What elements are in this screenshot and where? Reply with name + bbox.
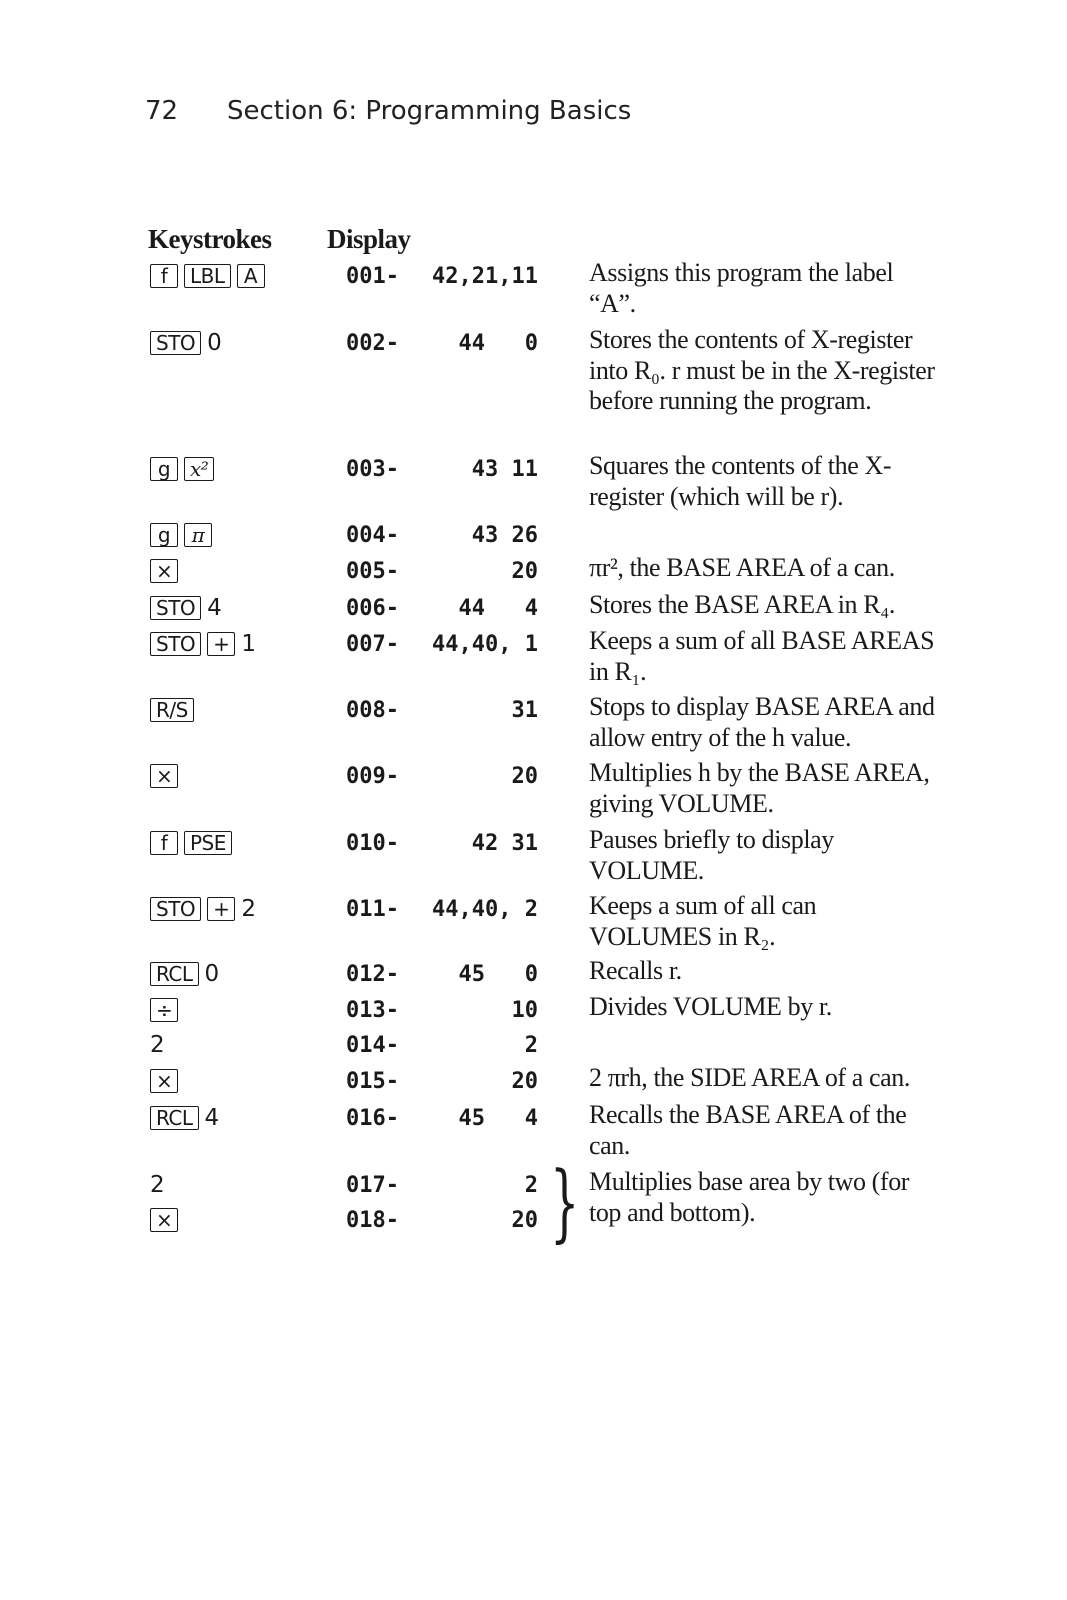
key-code: 45 0 xyxy=(458,961,538,987)
keystrokes xyxy=(150,1171,165,1199)
display-code xyxy=(346,1067,538,1095)
step-number: 004- xyxy=(346,522,399,548)
calculator-key: STO xyxy=(150,632,201,656)
calculator-key: f xyxy=(150,264,178,288)
description: Stores the contents of X-register into R₀. r must be in the X-register before running the program. xyxy=(589,325,935,415)
step-number: 009- xyxy=(346,763,399,789)
keystrokes xyxy=(150,696,194,724)
key-code: 2 xyxy=(524,1032,538,1058)
step-number: 016- xyxy=(346,1105,399,1131)
calculator-key: PSE xyxy=(184,831,232,855)
column-header-display: Display xyxy=(327,224,411,254)
step-number: 018- xyxy=(346,1207,399,1233)
display-code xyxy=(346,1171,538,1199)
calculator-key: RCL xyxy=(150,1106,199,1130)
step-number: 001- xyxy=(346,263,399,289)
calculator-key: + xyxy=(207,897,235,921)
keystrokes xyxy=(150,557,178,585)
description: Pauses briefly to display VOLUME. xyxy=(589,825,834,885)
key-code: 42 31 xyxy=(471,830,538,856)
display-code xyxy=(346,895,538,923)
section-title: Section 6: Programming Basics xyxy=(227,96,632,126)
description: Recalls the BASE AREA of the can. xyxy=(589,1100,907,1160)
keystrokes xyxy=(150,455,214,483)
step-number: 012- xyxy=(346,961,399,987)
key-code: 2 xyxy=(524,1172,538,1198)
keystrokes xyxy=(150,762,178,790)
display-code xyxy=(346,996,538,1024)
keystroke-digit: 0 xyxy=(204,961,220,987)
description: Keeps a sum of all can VOLUMES in R₂. xyxy=(589,891,817,951)
description: Multiplies base area by two (for top and bottom). xyxy=(589,1167,910,1227)
keystrokes xyxy=(150,1206,178,1234)
calculator-key: LBL xyxy=(184,264,231,288)
display-code xyxy=(346,1206,538,1234)
keystrokes xyxy=(150,829,232,857)
description: Keeps a sum of all BASE AREAS in R₁. xyxy=(589,626,935,686)
page-number: 72 xyxy=(145,96,179,126)
step-number: 014- xyxy=(346,1032,399,1058)
calculator-key: × xyxy=(150,1069,178,1093)
keystroke-digit: 4 xyxy=(204,1105,220,1131)
key-code: 44,40, 1 xyxy=(432,631,538,657)
calculator-key: + xyxy=(207,632,235,656)
calculator-key: x² xyxy=(184,457,214,481)
keystroke-digit: 2 xyxy=(150,1032,165,1058)
keystroke-digit: 1 xyxy=(241,631,257,657)
display-code xyxy=(346,262,538,290)
keystrokes xyxy=(150,594,222,622)
step-number: 005- xyxy=(346,558,399,584)
key-code: 44,40, 2 xyxy=(432,896,538,922)
display-code xyxy=(346,521,538,549)
key-code: 44 4 xyxy=(458,595,538,621)
calculator-key: f xyxy=(150,831,178,855)
step-number: 007- xyxy=(346,631,399,657)
calculator-key: RCL xyxy=(150,962,199,986)
description: Stops to display BASE AREA and allow entry of the h value. xyxy=(589,692,935,752)
description: Squares the contents of the X-register (which will be r). xyxy=(589,451,892,511)
display-code xyxy=(346,762,538,790)
keystroke-digit: 2 xyxy=(150,1172,165,1198)
description: Multiplies h by the BASE AREA, giving VOLUME. xyxy=(589,758,930,818)
keystrokes xyxy=(150,895,256,923)
key-code: 42,21,11 xyxy=(432,263,538,289)
step-number: 011- xyxy=(346,896,399,922)
display-code xyxy=(346,960,538,988)
keystrokes xyxy=(150,1104,219,1132)
column-header-keystrokes: Keystrokes xyxy=(148,224,272,254)
calculator-key: STO xyxy=(150,596,201,620)
key-code: 43 26 xyxy=(471,522,538,548)
display-code xyxy=(346,1031,538,1059)
step-number: 017- xyxy=(346,1172,399,1198)
calculator-key: ÷ xyxy=(150,998,178,1022)
step-number: 015- xyxy=(346,1068,399,1094)
page-header xyxy=(145,96,631,126)
keystroke-digit: 4 xyxy=(207,595,222,621)
calculator-key: × xyxy=(150,559,178,583)
step-number: 002- xyxy=(346,330,399,356)
display-code xyxy=(346,557,538,585)
display-code xyxy=(346,455,538,483)
step-number: 013- xyxy=(346,997,399,1023)
keystroke-digit: 0 xyxy=(207,330,222,356)
keystrokes xyxy=(150,1067,178,1095)
key-code: 10 xyxy=(511,997,538,1023)
calculator-key: STO xyxy=(150,897,201,921)
calculator-key: × xyxy=(150,764,178,788)
key-code: 20 xyxy=(511,763,538,789)
calculator-key: g xyxy=(150,523,178,547)
key-code: 43 11 xyxy=(471,456,538,482)
display-code xyxy=(346,1104,538,1132)
display-code xyxy=(346,329,538,357)
display-code xyxy=(346,829,538,857)
key-code: 20 xyxy=(511,1207,538,1233)
key-code: 20 xyxy=(511,558,538,584)
keystrokes xyxy=(150,329,222,357)
step-number: 003- xyxy=(346,456,399,482)
calculator-key: A xyxy=(237,264,265,288)
calculator-key: STO xyxy=(150,331,201,355)
description: Divides VOLUME by r. xyxy=(589,992,832,1021)
calculator-key: × xyxy=(150,1208,178,1232)
description: Assigns this program the label “A”. xyxy=(589,258,894,318)
key-code: 45 4 xyxy=(458,1105,538,1131)
keystrokes xyxy=(150,262,265,290)
key-code: 20 xyxy=(511,1068,538,1094)
calculator-key: g xyxy=(150,457,178,481)
description: Stores the BASE AREA in R₄. xyxy=(589,590,895,619)
display-code xyxy=(346,696,538,724)
step-number: 006- xyxy=(346,595,399,621)
calculator-key: R/S xyxy=(150,698,194,722)
key-code: 44 0 xyxy=(458,330,538,356)
step-number: 010- xyxy=(346,830,399,856)
key-code: 31 xyxy=(511,697,538,723)
description: Recalls r. xyxy=(589,956,682,985)
calculator-key: π xyxy=(184,523,212,547)
display-code xyxy=(346,630,538,658)
keystrokes xyxy=(150,996,178,1024)
keystrokes xyxy=(150,521,212,549)
keystrokes xyxy=(150,1031,165,1059)
description: πr², the BASE AREA of a can. xyxy=(589,553,895,582)
keystrokes xyxy=(150,630,256,658)
keystroke-digit: 2 xyxy=(241,896,257,922)
step-number: 008- xyxy=(346,697,399,723)
display-code xyxy=(346,594,538,622)
description: 2 πrh, the SIDE AREA of a can. xyxy=(589,1063,911,1092)
grouping-brace: } xyxy=(550,1153,580,1251)
keystrokes xyxy=(150,960,219,988)
